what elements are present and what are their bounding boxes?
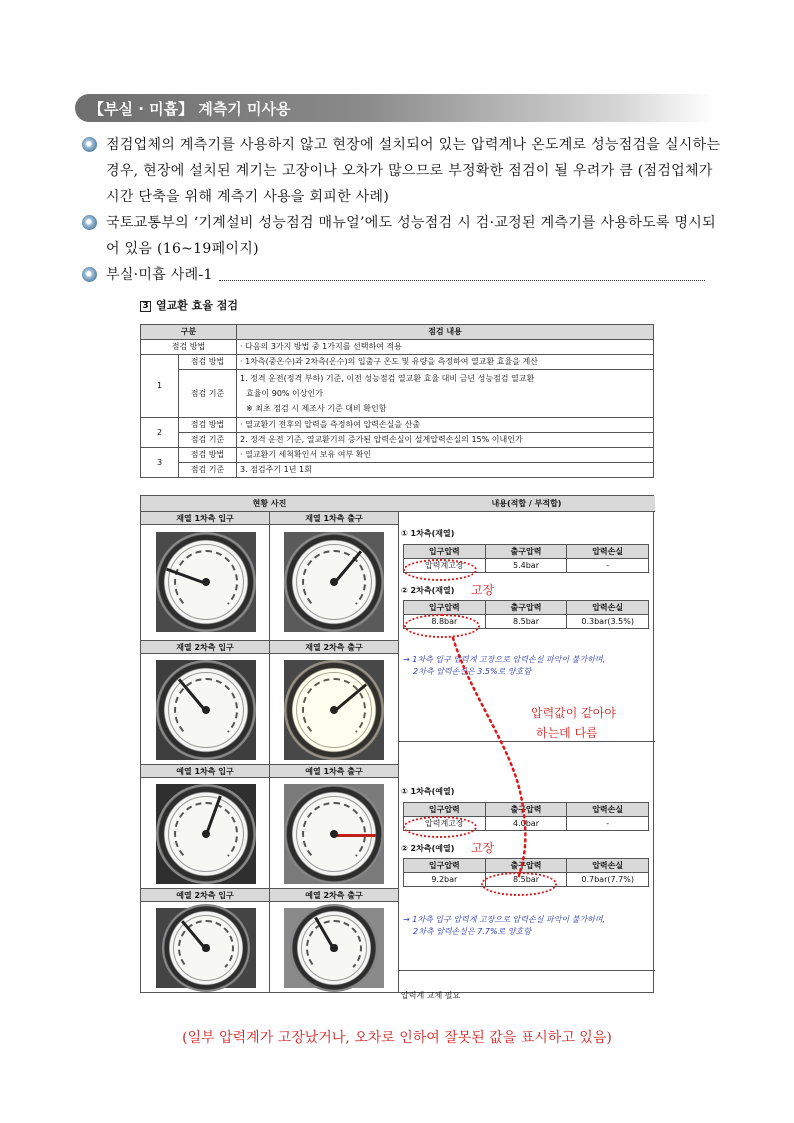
- reheat-secondary-table: 입구압력 출구압력 압력손실 8.8bar 8.5bar 0.3bar(3.5%): [403, 600, 649, 629]
- gauge-photo: [156, 660, 256, 760]
- preheat-secondary-table: 입구압력 출구압력 압력손실 9.2bar 8.5bar 0.7bar(7.7%): [403, 858, 649, 887]
- pressure-gauge-icon: [284, 784, 384, 884]
- bullet-item: 국토교통부의 ‘기계설비 성능점검 매뉴얼’에도 성능점검 시 검·교정된 계측기를 사용하도록 명시되어 있음 (16~19페이지): [82, 210, 722, 262]
- divider: [398, 741, 655, 742]
- photo-label: 예열 1차측 출구: [270, 764, 398, 778]
- pressure-gauge-icon: [284, 660, 384, 760]
- pressure-gauge-icon: [156, 784, 256, 884]
- photo-label: 재열 2차측 출구: [270, 640, 398, 654]
- pressure-gauge-icon: [162, 904, 250, 992]
- gauge-photo: [284, 532, 384, 632]
- reheat-primary-table: 입구압력 출구압력 압력손실 압력계고장 5.4bar -: [403, 544, 649, 573]
- bullet-list: [82, 132, 722, 288]
- gauge-photo: [284, 660, 384, 760]
- banner-title: 【부실 · 미흡】 계측기 미사용: [89, 100, 291, 118]
- photo-label: 예열 1차측 입구: [141, 764, 269, 778]
- gauge-photo: [156, 908, 256, 988]
- gauge-photo: [156, 784, 256, 884]
- final-note: 압력계 교체 필요: [401, 991, 461, 1000]
- section-heading: 3 열교환 효율 점검: [140, 297, 238, 313]
- bullet-item: 부실·미흡 사례-1: [82, 262, 722, 288]
- photo-label: 예열 2차측 입구: [141, 888, 269, 902]
- row-number: 2: [141, 418, 179, 448]
- photo-label: 재열 1차측 입구: [141, 511, 269, 525]
- row-number: 1: [141, 355, 179, 418]
- section-number: 3: [140, 301, 151, 312]
- figure-caption: (일부 압력계가 고장났거나, 오차로 인하여 잘못된 값을 표시하고 있음): [182, 1030, 612, 1046]
- bullet-icon: [82, 215, 97, 230]
- photo-label: 재열 2차측 입구: [141, 640, 269, 654]
- reheat-note: → 1차측 입구 압력계 고장으로 압력손실 파악이 불가하며, 2차측 압력손실은 3.5%로 양호함: [403, 655, 606, 676]
- bullet-icon: [82, 137, 97, 152]
- preheat-primary-table: 입구압력 출구압력 압력손실 압력계고장 4.0bar -: [403, 802, 649, 831]
- pressure-gauge-icon: [284, 532, 384, 632]
- photos-header: 현황 사진: [141, 496, 398, 512]
- method-text: · 다음의 3가지 방법 중 1가지를 선택하여 적용: [237, 340, 654, 355]
- divider: [269, 512, 270, 992]
- status-panel: [140, 495, 654, 1000]
- inspection-spec-table: 구분 점검 내용 점검 방법 · 다음의 3가지 방법 중 1가지를 선택하여 적용 1 점검 방법 · 1차측(중온수)과 2차측(온수)의 입출구 온도 및 유량을 측정하여 열교환 효율을 계산 점검 기준 1. 정격 운전(정격 부하) 기준, 이전 성능점검 열교환 효율 대비 금년 성능점검 열교환 효율이 90% 이상인가 ※ 최초 점검 시 제조사 기준 대비 확인함 2 점검 방법 · 열교환기 전후의 압력을 측정하여 압력손실을 산출 점검 기준 2. 정격 운전 기준, 열교환기의 증가된 압력손실이 설계압력손실의 15% 이내인가 3 점검 방법 · 열교환기 세척확인서 보유 여부 확인 점검 기준 3. 점검주기 1년 1회: [140, 324, 654, 478]
- divider: [398, 496, 399, 992]
- annotation-circle: [404, 614, 480, 638]
- gauge-photo: [156, 532, 256, 632]
- preheat-note: → 1차측 입구 압력계 고장으로 압력손실 파악이 불가하며, 2차측 압력손실은 7.7%로 양호함: [403, 915, 606, 936]
- annotation-circle: [403, 816, 477, 838]
- row-number: 3: [141, 448, 179, 478]
- pressure-gauge-icon: [156, 532, 256, 632]
- divider: [398, 970, 655, 971]
- bullet-item: 점검업체의 계측기를 사용하지 않고 현장에 설치되어 있는 압력계나 온도계로 성능점검을 실시하는 경우, 현장에 설치된 계기는 고장이나 오차가 많으므로 부정확한 점검이 될 우려가 큼 (점검업체가 시간 단축을 위해 계측기 사용을 회피한 사례): [82, 132, 722, 210]
- dotted-leader: [219, 269, 705, 281]
- broken-annotation: 고장: [471, 841, 495, 855]
- pressure-gauge-icon: [156, 660, 256, 760]
- pressure-gauge-icon: [290, 904, 378, 992]
- section-banner: [75, 94, 715, 122]
- mismatch-annotation: 압력값이 같아야: [531, 706, 616, 720]
- mismatch-annotation: 하는데 다름: [536, 726, 598, 740]
- reheat-primary-label: ① 1차측(재열): [401, 529, 455, 538]
- photo-label: 재열 1차측 출구: [270, 511, 398, 525]
- gauge-photo: [284, 908, 384, 988]
- annotation-circle: [481, 872, 557, 896]
- method-label: 점검 방법: [141, 340, 237, 355]
- preheat-secondary-label: ② 2차측(예열): [401, 844, 455, 853]
- photo-label: 예열 2차측 출구: [270, 888, 398, 902]
- preheat-primary-label: ① 1차측(예열): [401, 787, 455, 796]
- reheat-secondary-label: ② 2차측(재열): [401, 586, 455, 595]
- broken-annotation: 고장: [471, 583, 495, 597]
- content-header: 내용(적합 / 부적합): [398, 496, 655, 512]
- annotation-circle: [403, 559, 477, 581]
- bullet-icon: [82, 267, 97, 282]
- gauge-photo: [284, 784, 384, 884]
- header-gubun: 구분: [141, 325, 237, 340]
- criteria-cell: 1. 정격 운전(정격 부하) 기준, 이전 성능점검 열교환 효율 대비 금년 성능점검 열교환 효율이 90% 이상인가 ※ 최초 점검 시 제조사 기준 대비 확인함: [237, 370, 654, 418]
- header-content: 점검 내용: [237, 325, 654, 340]
